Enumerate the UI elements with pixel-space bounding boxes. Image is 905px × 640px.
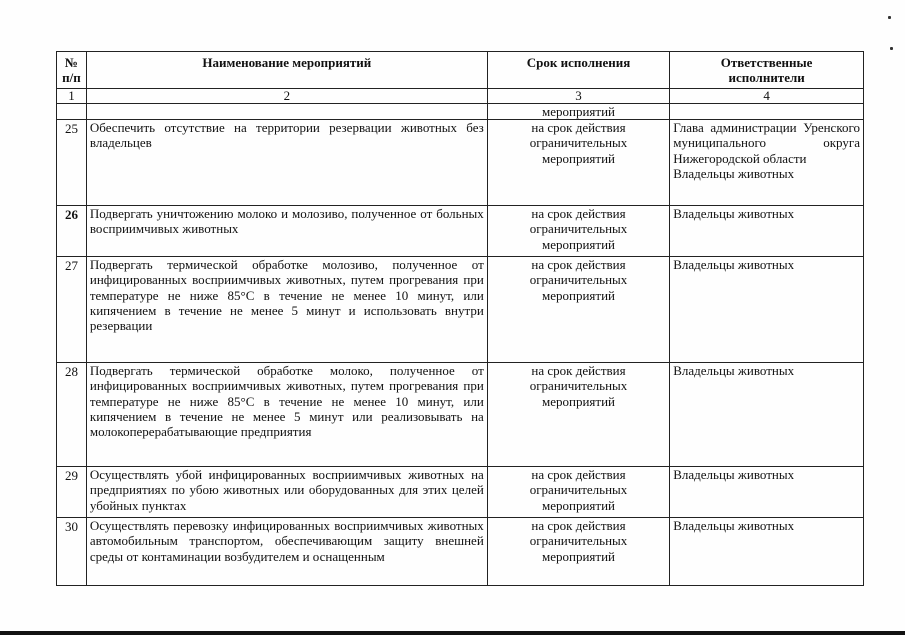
row-measure: Подвергать уничтожению молоко и молозиво, полученное от больных восприимчивых животных: [86, 206, 487, 257]
row-number: 27: [57, 257, 87, 363]
row-responsible-line: Владельцы животных: [673, 165, 795, 181]
row-term-line: на срок действия: [531, 363, 626, 379]
row-measure: Подвергать термической обработке молозиво, полученное от инфицированных восприимчивых животных, путем прогревания при температуре не ниже 85°С в течение не менее 10 минут, или кипячением в течение не менее 5 минут и использовать внутри резервации: [86, 257, 487, 363]
row-term: [487, 206, 669, 257]
row-term-line: мероприятий: [542, 150, 615, 166]
row-term: [487, 120, 669, 206]
row-number: 30: [57, 518, 87, 586]
table-row: [57, 518, 864, 586]
row-term-line: ограничительных: [529, 533, 628, 549]
continuation-responsible: [670, 104, 864, 120]
row-term: [487, 257, 669, 363]
row-responsible-line: Владельцы животных: [673, 467, 795, 483]
header-responsible-line1: Ответственные: [720, 55, 813, 70]
row-term-line: на срок действия: [531, 206, 626, 222]
row-responsible: [670, 467, 864, 518]
row-number: 29: [57, 467, 87, 518]
header-row: [57, 52, 864, 89]
index-cell: 3: [487, 89, 669, 104]
row-term-line: мероприятий: [542, 548, 615, 564]
row-responsible: [670, 206, 864, 257]
header-responsible-line2: исполнители: [728, 70, 805, 86]
row-number: 28: [57, 363, 87, 467]
table-row: [57, 257, 864, 363]
index-row: [57, 89, 864, 104]
row-term-line: на срок действия: [531, 257, 626, 273]
row-measure: Подвергать термической обработке молоко, полученное от инфицированных восприимчивых животных, путем прогревания при температуре не ниже 85°С в течение не менее 10 минут, или кипячением в течение не менее 5 минут или реализовывать на молокоперерабатывающие предприятия: [86, 363, 487, 467]
table-body: [57, 120, 864, 586]
page-bottom-rule: [0, 631, 905, 635]
row-term-line: мероприятий: [542, 287, 615, 303]
header-term: Срок исполнения: [487, 52, 669, 89]
row-responsible: [670, 257, 864, 363]
row-responsible-line: Глава администрации Уренского муниципального округа Нижегородской области: [673, 120, 860, 166]
index-cell: 2: [86, 89, 487, 104]
row-measure: Осуществлять убой инфицированных восприимчивых животных на предприятиях по убою животных или оборудованных для этих целей убойных пунктах: [86, 467, 487, 518]
row-term-line: на срок действия: [531, 467, 626, 483]
header-num: [57, 52, 87, 89]
header-responsible: [670, 52, 864, 89]
table-row: [57, 120, 864, 206]
row-term: [487, 363, 669, 467]
row-responsible-line: Владельцы животных: [673, 257, 795, 273]
row-number: 26: [57, 206, 87, 257]
continuation-name: [86, 104, 487, 120]
row-term: [487, 518, 669, 586]
continuation-term: мероприятий: [487, 104, 669, 120]
scan-speck: [888, 16, 891, 19]
row-measure: Обеспечить отсутствие на территории резервации животных без владельцев: [86, 120, 487, 206]
row-term-line: мероприятий: [542, 497, 615, 513]
row-responsible: [670, 518, 864, 586]
header-num-line2: п/п: [62, 70, 81, 86]
row-responsible: [670, 120, 864, 206]
row-term-line: ограничительных: [529, 135, 628, 151]
index-cell: 1: [57, 89, 87, 104]
row-term-line: на срок действия: [531, 120, 626, 136]
row-measure: Осуществлять перевозку инфицированных восприимчивых животных автомобильным транспортом, обеспечивающим защиту внешней среды от контаминации возбудителем и оснащенным: [86, 518, 487, 586]
row-term: [487, 467, 669, 518]
measures-table: [56, 51, 864, 586]
row-term-line: мероприятий: [542, 393, 615, 409]
row-responsible-line: Владельцы животных: [673, 518, 795, 534]
index-cell: 4: [670, 89, 864, 104]
row-term-line: ограничительных: [529, 378, 628, 394]
row-responsible-line: Владельцы животных: [673, 206, 795, 222]
row-term-line: ограничительных: [529, 482, 628, 498]
table-row: [57, 206, 864, 257]
row-term-line: на срок действия: [531, 518, 626, 534]
row-term-line: ограничительных: [529, 221, 628, 237]
table-row: [57, 363, 864, 467]
scan-speck: [890, 47, 893, 50]
row-term-line: мероприятий: [542, 236, 615, 252]
continuation-row: [57, 104, 864, 120]
row-number: 25: [57, 120, 87, 206]
row-term-line: ограничительных: [529, 272, 628, 288]
table-row: [57, 467, 864, 518]
header-num-line1: №: [64, 55, 78, 70]
continuation-num: [57, 104, 87, 120]
header-name: Наименование мероприятий: [86, 52, 487, 89]
row-responsible-line: Владельцы животных: [673, 363, 795, 379]
row-responsible: [670, 363, 864, 467]
